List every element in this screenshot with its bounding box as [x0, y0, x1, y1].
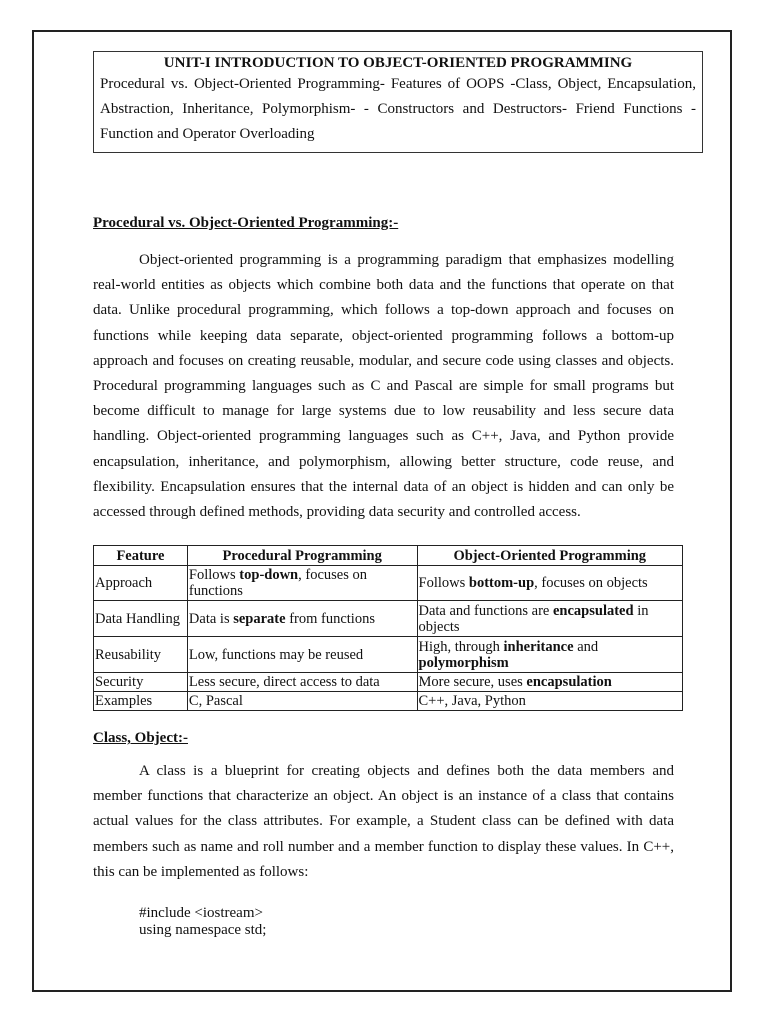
oop-cell: C++, Java, Python [417, 692, 683, 711]
feature-cell: Security [94, 673, 188, 692]
unit-title: UNIT-I INTRODUCTION TO OBJECT-ORIENTED PROGRAMMING [163, 55, 633, 71]
table-header-row [94, 546, 683, 566]
oop-cell: High, through inheritance and polymorphism [417, 637, 683, 673]
feature-cell: Examples [94, 692, 188, 711]
unit-header-box [93, 51, 703, 153]
code-snippet [139, 905, 266, 939]
unit-topics: Procedural vs. Object-Oriented Programming- Features of OOPS -Class, Object, Encapsulation, Abstraction, Inheritance, Polymorphism- - Constructors and Destructors- Friend Functions - Function and Operator Overloading [100, 76, 696, 142]
comparison-table [93, 545, 683, 711]
section-heading-procedural-vs-oop: Procedural vs. Object-Oriented Programming:- [93, 215, 399, 231]
paragraph-class-object: A class is a blueprint for creating objects and defines both the data members and member functions that characterize an object. An object is an instance of a class that contains actual values for the class attributes. For example, a Student class can be defined with data members such as name and roll number and a member function to display these values. In C++, this can be implemented as follows: [93, 763, 674, 880]
table-header-cell: Feature [94, 546, 188, 566]
oop-cell: Follows bottom-up, focuses on objects [417, 566, 683, 601]
oop-cell: More secure, uses encapsulation [417, 673, 683, 692]
table-row [94, 692, 683, 711]
table-row [94, 637, 683, 673]
oop-cell: Data and functions are encapsulated in objects [417, 601, 683, 637]
section-heading-class-object: Class, Object:- [93, 730, 188, 746]
paragraph-oop-intro: Object-oriented programming is a programming paradigm that emphasizes modelling real-world entities as objects which combine both data and the functions that operate on that data. Unlike procedural programming, which follows a top-down approach and focuses on functions while keeping data separate, object-oriented programming follows a bottom-up approach and focuses on creating reusable, modular, and secure code using classes and objects. Procedural programming languages such as C and Pascal are simple for small programs but become difficult to manage for large systems due to low reusability and less secure data handling. Object-oriented programming languages such as C++, Java, and Python provide encapsulation, inheritance, and polymorphism, allowing better structure, code reuse, and flexibility. Encapsulation ensures that the internal data of an object is hidden and can only be accessed through defined methods, providing data security and controlled access. [93, 252, 674, 521]
feature-cell: Data Handling [94, 601, 188, 637]
procedural-cell: Data is separate from functions [187, 601, 417, 637]
table-row [94, 601, 683, 637]
procedural-cell: Follows top-down, focuses on functions [187, 566, 417, 601]
table-header-cell: Object-Oriented Programming [417, 546, 683, 566]
code-line: using namespace std; [139, 922, 267, 938]
procedural-cell: C, Pascal [187, 692, 417, 711]
code-line: #include <iostream> [139, 905, 263, 921]
table-header-cell: Procedural Programming [187, 546, 417, 566]
feature-cell: Approach [94, 566, 188, 601]
table-row [94, 566, 683, 601]
procedural-cell: Low, functions may be reused [187, 637, 417, 673]
table-row [94, 673, 683, 692]
feature-cell: Reusability [94, 637, 188, 673]
procedural-cell: Less secure, direct access to data [187, 673, 417, 692]
